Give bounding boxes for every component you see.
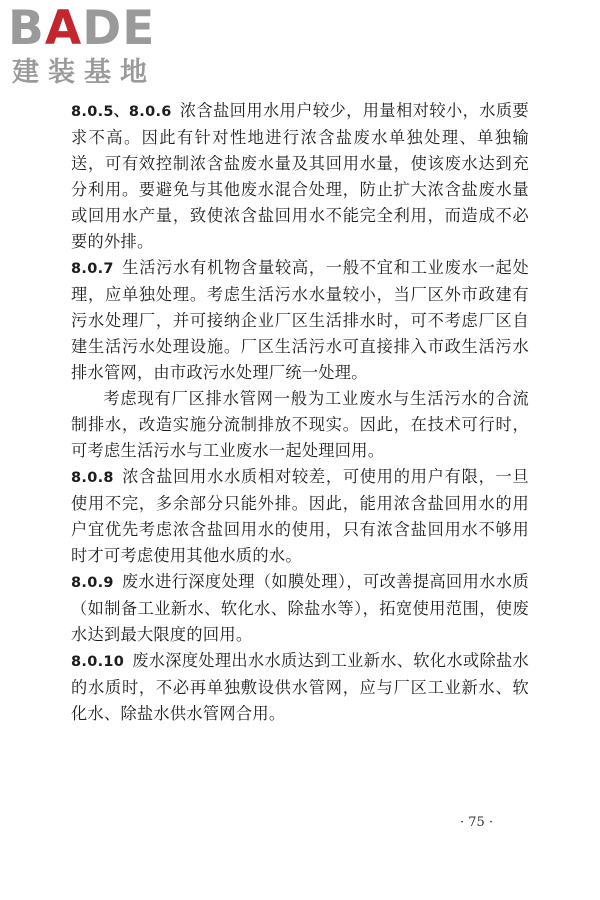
clause-number: 8.0.10 <box>71 654 125 670</box>
logo-letters-de: DE <box>82 1 156 56</box>
paragraph-8-0-10 <box>71 648 529 727</box>
logo-letter-b: B <box>8 1 45 56</box>
clause-text: 生活污水有机物含量较高，一般不宜和工业废水一起处理，应单独处理。考虑生活污水水量较小，当厂区外市政建有污水处理厂，并可接纳企业厂区生活排水时，可不考虑厂区自建生活污水处理设施。厂区生活污水可直接排入市政生活污水排水管网，由市政污水处理厂统一处理。 <box>71 258 529 382</box>
bade-logo <box>8 1 178 94</box>
clause-text: 浓含盐回用水用户较少，用量相对较小，水质要求不高。因此有针对性地进行浓含盐废水单独处理、单独输送，可有效控制浓含盐废水量及其回用水量，使该废水达到充分利用。要避免与其他废水混合处理，防止扩大浓含盐废水量或回用水产量，致使浓含盐回用水不能完全利用，而造成不必要的外排。 <box>71 101 529 251</box>
page-number: · 75 · <box>460 815 494 830</box>
paragraph-8-0-9 <box>71 569 529 648</box>
logo-subtitle: 建装基地 <box>12 57 156 88</box>
clause-number: 8.0.8 <box>71 470 114 486</box>
paragraph-8-0-7-continued <box>71 386 529 464</box>
clause-text: 考虑现有厂区排水管网一般为工业废水与生活污水的合流制排水，改造实施分流制排放不现实。因此，在技术可行时，可考虑生活污水与工业废水一起处理回用。 <box>71 389 529 460</box>
paragraph-8-0-7 <box>71 255 529 386</box>
clause-number: 8.0.5、8.0.6 <box>71 104 172 120</box>
clause-number: 8.0.9 <box>71 575 114 591</box>
logo-wordmark <box>8 1 156 56</box>
document-body <box>71 98 529 727</box>
logo-letter-a-accent: A <box>44 1 83 56</box>
paragraph-8-0-5-8-0-6 <box>71 98 529 255</box>
clause-text: 废水进行深度处理（如膜处理），可改善提高回用水水质（如制备工业新水、软化水、除盐水等），拓宽使用范围，使废水达到最大限度的回用。 <box>71 572 529 644</box>
clause-text: 废水深度处理出水水质达到工业新水、软化水或除盐水的水质时，不必再单独敷设供水管网，应与厂区工业新水、软化水、除盐水供水管网合用。 <box>71 651 529 723</box>
clause-text: 浓含盐回用水水质相对较差，可使用的用户有限，一旦使用不完，多余部分只能外排。因此，能用浓含盐回用水的用户宜优先考虑浓含盐回用水的使用，只有浓含盐回用水不够用时才可考虑使用其他水质的水。 <box>71 467 529 565</box>
clause-number: 8.0.7 <box>71 261 114 277</box>
paragraph-8-0-8 <box>71 464 529 569</box>
